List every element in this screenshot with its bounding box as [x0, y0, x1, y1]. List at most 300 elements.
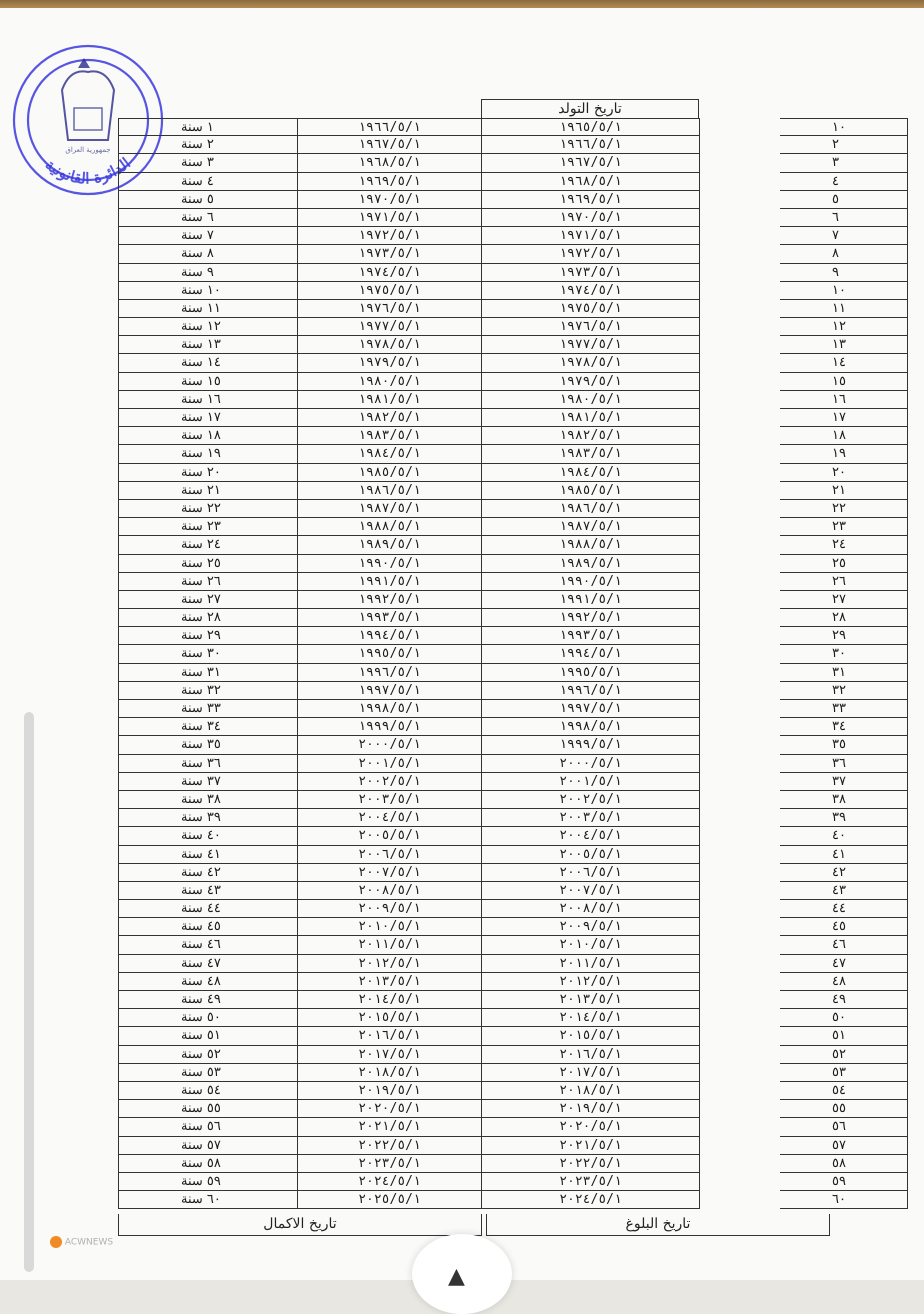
birth-date-cell: ٢٠٠٩/٥/١: [482, 918, 700, 936]
completion-date-cell: ٢٠١٥/٥/١: [298, 1009, 482, 1027]
age-cell: ٣٧ سنة: [118, 773, 298, 791]
birth-date-cell: ٢٠١٦/٥/١: [482, 1046, 700, 1064]
puberty-gap-cell: [700, 354, 780, 372]
row-number-cell: ٤٢: [780, 864, 908, 882]
age-cell: ١٨ سنة: [118, 427, 298, 445]
row-number-cell: ٤٠: [780, 827, 908, 845]
age-cell: ٢٩ سنة: [118, 627, 298, 645]
completion-date-cell: ٢٠٠٩/٥/١: [298, 900, 482, 918]
age-cell: ٥١ سنة: [118, 1027, 298, 1045]
birth-date-cell: ١٩٦٧/٥/١: [482, 154, 700, 172]
table-row: [118, 609, 908, 627]
birth-date-cell: ٢٠٢٠/٥/١: [482, 1118, 700, 1136]
completion-date-cell: ١٩٧٢/٥/١: [298, 227, 482, 245]
birth-date-cell: ١٩٨٧/٥/١: [482, 518, 700, 536]
row-number-cell: ٤: [780, 173, 908, 191]
row-number-cell: ١٥: [780, 373, 908, 391]
completion-date-cell: ٢٠١٩/٥/١: [298, 1082, 482, 1100]
completion-date-cell: ١٩٨٩/٥/١: [298, 536, 482, 554]
age-cell: ٥٢ سنة: [118, 1046, 298, 1064]
completion-date-cell: ٢٠٠٧/٥/١: [298, 864, 482, 882]
age-cell: ٥٦ سنة: [118, 1118, 298, 1136]
puberty-gap-cell: [700, 500, 780, 518]
puberty-gap-cell: [700, 936, 780, 954]
row-number-cell: ٢٥: [780, 555, 908, 573]
birth-date-cell: ١٩٧٩/٥/١: [482, 373, 700, 391]
table-row: [118, 154, 908, 172]
puberty-gap-cell: [700, 227, 780, 245]
row-number-cell: ١١: [780, 300, 908, 318]
puberty-gap-cell: [700, 864, 780, 882]
table-row: [118, 500, 908, 518]
age-cell: ٢١ سنة: [118, 482, 298, 500]
row-number-cell: ٢: [780, 136, 908, 154]
completion-date-cell: ١٩٨٧/٥/١: [298, 500, 482, 518]
row-number-cell: ٣٠: [780, 645, 908, 663]
puberty-gap-cell: [700, 464, 780, 482]
puberty-gap-cell: [700, 1155, 780, 1173]
puberty-gap-cell: [700, 773, 780, 791]
table-row: [118, 864, 908, 882]
table-row: [118, 1082, 908, 1100]
row-number-cell: ٤٤: [780, 900, 908, 918]
puberty-gap-cell: [700, 154, 780, 172]
completion-date-cell: ٢٠٢١/٥/١: [298, 1118, 482, 1136]
completion-date-cell: ١٩٨٢/٥/١: [298, 409, 482, 427]
table-row: [118, 918, 908, 936]
puberty-gap-cell: [700, 1118, 780, 1136]
table-row: [118, 1064, 908, 1082]
age-cell: ٢٨ سنة: [118, 609, 298, 627]
table-footer: [118, 1214, 830, 1236]
birth-date-cell: ٢٠١٣/٥/١: [482, 991, 700, 1009]
puberty-gap-cell: [700, 918, 780, 936]
completion-date-cell: ٢٠١٨/٥/١: [298, 1064, 482, 1082]
age-cell: ٣٦ سنة: [118, 755, 298, 773]
completion-date-cell: ١٩٧٤/٥/١: [298, 264, 482, 282]
completion-date-cell: ٢٠٠٠/٥/١: [298, 736, 482, 754]
row-number-cell: ١٠: [780, 118, 908, 136]
age-cell: ١ سنة: [118, 118, 298, 136]
completion-date-cell: ٢٠٠٣/٥/١: [298, 791, 482, 809]
row-number-cell: ٢٨: [780, 609, 908, 627]
completion-date-cell: ١٩٩١/٥/١: [298, 573, 482, 591]
row-number-cell: ٢٢: [780, 500, 908, 518]
birth-date-cell: ٢٠٢٢/٥/١: [482, 1155, 700, 1173]
birth-date-cell: ١٩٨٦/٥/١: [482, 500, 700, 518]
birth-date-cell: ١٩٨٢/٥/١: [482, 427, 700, 445]
table-row: [118, 791, 908, 809]
completion-date-cell: ٢٠٠٥/٥/١: [298, 827, 482, 845]
table-row: [118, 391, 908, 409]
birth-date-cell: ١٩٩٣/٥/١: [482, 627, 700, 645]
age-cell: ١١ سنة: [118, 300, 298, 318]
age-cell: ٢٥ سنة: [118, 555, 298, 573]
puberty-gap-cell: [700, 173, 780, 191]
table-row: [118, 300, 908, 318]
puberty-gap-cell: [700, 573, 780, 591]
row-number-cell: ١٠: [780, 282, 908, 300]
table-row: [118, 955, 908, 973]
row-number-cell: ٤٧: [780, 955, 908, 973]
age-cell: ٣٤ سنة: [118, 718, 298, 736]
table-row: [118, 354, 908, 372]
birth-date-cell: ٢٠١١/٥/١: [482, 955, 700, 973]
age-cell: ٤٩ سنة: [118, 991, 298, 1009]
age-cell: ١٦ سنة: [118, 391, 298, 409]
completion-date-cell: ١٩٩٧/٥/١: [298, 682, 482, 700]
puberty-gap-cell: [700, 482, 780, 500]
birth-date-cell: ١٩٨٩/٥/١: [482, 555, 700, 573]
completion-date-cell: ١٩٨١/٥/١: [298, 391, 482, 409]
scroll-up-button[interactable]: [412, 1234, 512, 1314]
puberty-gap-cell: [700, 991, 780, 1009]
completion-date-cell: ٢٠١١/٥/١: [298, 936, 482, 954]
completion-date-cell: ١٩٨٣/٥/١: [298, 427, 482, 445]
birth-date-cell: ٢٠٠٣/٥/١: [482, 809, 700, 827]
completion-date-cell: ٢٠٢٢/٥/١: [298, 1137, 482, 1155]
puberty-gap-cell: [700, 1046, 780, 1064]
row-number-cell: ٢٠: [780, 464, 908, 482]
completion-date-cell: ١٩٦٨/٥/١: [298, 154, 482, 172]
completion-date-cell: ١٩٩٤/٥/١: [298, 627, 482, 645]
table-row: [118, 245, 908, 263]
completion-date-cell: ١٩٨٨/٥/١: [298, 518, 482, 536]
table-row: [118, 1009, 908, 1027]
puberty-gap-cell: [700, 591, 780, 609]
age-cell: ٢٧ سنة: [118, 591, 298, 609]
age-cell: ٢٢ سنة: [118, 500, 298, 518]
birth-date-cell: ١٩٦٥/٥/١: [482, 118, 700, 136]
birth-date-cell: ١٩٧٦/٥/١: [482, 318, 700, 336]
completion-date-cell: ٢٠٠٨/٥/١: [298, 882, 482, 900]
table-row: [118, 882, 908, 900]
row-number-cell: ٣٥: [780, 736, 908, 754]
table-row: [118, 536, 908, 554]
age-cell: ٣٣ سنة: [118, 700, 298, 718]
age-cell: ٣٨ سنة: [118, 791, 298, 809]
table-row: [118, 645, 908, 663]
age-table: [118, 118, 908, 1209]
completion-date-cell: ٢٠١٤/٥/١: [298, 991, 482, 1009]
birth-date-cell: ٢٠١٥/٥/١: [482, 1027, 700, 1045]
birth-date-cell: ٢٠١٢/٥/١: [482, 973, 700, 991]
age-cell: ٧ سنة: [118, 227, 298, 245]
birth-date-cell: ١٩٧٥/٥/١: [482, 300, 700, 318]
row-number-cell: ٣٧: [780, 773, 908, 791]
age-cell: ٣٢ سنة: [118, 682, 298, 700]
birth-date-cell: ٢٠٠٦/٥/١: [482, 864, 700, 882]
completion-date-cell: ١٩٩٩/٥/١: [298, 718, 482, 736]
table-row: [118, 1046, 908, 1064]
age-cell: ٣ سنة: [118, 154, 298, 172]
window-top-edge: [0, 0, 924, 8]
puberty-gap-cell: [700, 973, 780, 991]
birth-date-cell: ٢٠٠٥/٥/١: [482, 846, 700, 864]
row-number-cell: ٧: [780, 227, 908, 245]
age-cell: ٢ سنة: [118, 136, 298, 154]
puberty-gap-cell: [700, 409, 780, 427]
age-cell: ٦٠ سنة: [118, 1191, 298, 1209]
row-number-cell: ٥٨: [780, 1155, 908, 1173]
completion-date-cell: ١٩٧٩/٥/١: [298, 354, 482, 372]
age-cell: ١٤ سنة: [118, 354, 298, 372]
table-row: [118, 118, 908, 136]
table-row: [118, 1118, 908, 1136]
completion-date-cell: ٢٠١٢/٥/١: [298, 955, 482, 973]
row-number-cell: ١٧: [780, 409, 908, 427]
row-number-cell: ٣٩: [780, 809, 908, 827]
birth-date-cell: ٢٠٠٨/٥/١: [482, 900, 700, 918]
birth-date-cell: ١٩٩٢/٥/١: [482, 609, 700, 627]
completion-date-cell: ١٩٩٢/٥/١: [298, 591, 482, 609]
row-number-cell: ٥١: [780, 1027, 908, 1045]
table-row: [118, 773, 908, 791]
puberty-gap-cell: [700, 718, 780, 736]
completion-date-cell: ١٩٨٦/٥/١: [298, 482, 482, 500]
age-cell: ٤٠ سنة: [118, 827, 298, 845]
table-row: [118, 573, 908, 591]
age-cell: ٢٤ سنة: [118, 536, 298, 554]
table-row: [118, 373, 908, 391]
row-number-cell: ٤٦: [780, 936, 908, 954]
table-row: [118, 736, 908, 754]
table-row: [118, 555, 908, 573]
completion-date-cell: ٢٠١٣/٥/١: [298, 973, 482, 991]
table-row: [118, 336, 908, 354]
birth-date-cell: ١٩٨٣/٥/١: [482, 445, 700, 463]
row-number-cell: ٥٢: [780, 1046, 908, 1064]
row-number-cell: ٦: [780, 209, 908, 227]
table-row: [118, 827, 908, 845]
completion-date-cell: ١٩٦٦/٥/١: [298, 118, 482, 136]
birth-date-cell: ٢٠١٩/٥/١: [482, 1100, 700, 1118]
row-number-cell: ٩: [780, 264, 908, 282]
puberty-gap-cell: [700, 1137, 780, 1155]
row-number-cell: ٤٣: [780, 882, 908, 900]
birth-date-cell: ١٩٩١/٥/١: [482, 591, 700, 609]
birth-date-cell: ٢٠٠٠/٥/١: [482, 755, 700, 773]
table-row: [118, 846, 908, 864]
completion-date-cell: ٢٠٢٥/٥/١: [298, 1191, 482, 1209]
birth-date-cell: ٢٠١٨/٥/١: [482, 1082, 700, 1100]
completion-date-cell: ١٩٦٧/٥/١: [298, 136, 482, 154]
table-row: [118, 445, 908, 463]
birth-date-cell: ١٩٨٨/٥/١: [482, 536, 700, 554]
birth-date-cell: ١٩٩٤/٥/١: [482, 645, 700, 663]
row-number-cell: ٥٠: [780, 1009, 908, 1027]
completion-date-cell: ١٩٧٣/٥/١: [298, 245, 482, 263]
age-cell: ٥٥ سنة: [118, 1100, 298, 1118]
age-cell: ١٠ سنة: [118, 282, 298, 300]
birth-date-cell: ٢٠١٧/٥/١: [482, 1064, 700, 1082]
row-number-cell: ١٨: [780, 427, 908, 445]
table-row: [118, 1191, 908, 1209]
birth-date-cell: ٢٠٢١/٥/١: [482, 1137, 700, 1155]
row-number-cell: ١٣: [780, 336, 908, 354]
age-cell: ٣٠ سنة: [118, 645, 298, 663]
completion-date-cell: ١٩٨٠/٥/١: [298, 373, 482, 391]
row-number-cell: ٤٥: [780, 918, 908, 936]
row-number-cell: ٥٥: [780, 1100, 908, 1118]
age-cell: ٦ سنة: [118, 209, 298, 227]
puberty-gap-cell: [700, 318, 780, 336]
birth-date-cell: ٢٠٢٤/٥/١: [482, 1191, 700, 1209]
age-cell: ٥٤ سنة: [118, 1082, 298, 1100]
puberty-gap-cell: [700, 955, 780, 973]
age-cell: ٥٧ سنة: [118, 1137, 298, 1155]
puberty-gap-cell: [700, 791, 780, 809]
row-number-cell: ٣٢: [780, 682, 908, 700]
puberty-gap-cell: [700, 827, 780, 845]
table-row: [118, 991, 908, 1009]
age-cell: ٢٠ سنة: [118, 464, 298, 482]
age-cell: ١٥ سنة: [118, 373, 298, 391]
age-cell: ٢٦ سنة: [118, 573, 298, 591]
age-cell: ١٩ سنة: [118, 445, 298, 463]
age-cell: ٥٣ سنة: [118, 1064, 298, 1082]
birth-date-cell: ١٩٨٠/٥/١: [482, 391, 700, 409]
birth-date-cell: ١٩٧٨/٥/١: [482, 354, 700, 372]
table-row: [118, 591, 908, 609]
birth-date-cell: ٢٠١٤/٥/١: [482, 1009, 700, 1027]
completion-date-cell: ١٩٩٠/٥/١: [298, 555, 482, 573]
completion-date-cell: ١٩٩٥/٥/١: [298, 645, 482, 663]
puberty-gap-cell: [700, 882, 780, 900]
table-row: [118, 1173, 908, 1191]
table-row: [118, 755, 908, 773]
age-cell: ٥٠ سنة: [118, 1009, 298, 1027]
completion-date-cell: ٢٠٠١/٥/١: [298, 755, 482, 773]
puberty-gap-cell: [700, 809, 780, 827]
row-number-cell: ٢٤: [780, 536, 908, 554]
completion-date-cell: ١٩٦٩/٥/١: [298, 173, 482, 191]
completion-date-cell: ٢٠١٦/٥/١: [298, 1027, 482, 1045]
puberty-gap-cell: [700, 373, 780, 391]
row-number-cell: ٦٠: [780, 1191, 908, 1209]
puberty-gap-cell: [700, 136, 780, 154]
puberty-gap-cell: [700, 627, 780, 645]
arrow-up-icon: ▲: [448, 1264, 465, 1289]
table-row: [118, 718, 908, 736]
birth-date-cell: ٢٠٠٢/٥/١: [482, 791, 700, 809]
table-row: [118, 1155, 908, 1173]
puberty-gap-cell: [700, 118, 780, 136]
birth-date-cell: ١٩٦٩/٥/١: [482, 191, 700, 209]
puberty-gap-cell: [700, 1027, 780, 1045]
row-number-cell: ٣٤: [780, 718, 908, 736]
birth-date-cell: ٢٠١٠/٥/١: [482, 936, 700, 954]
age-cell: ١٣ سنة: [118, 336, 298, 354]
puberty-gap-cell: [700, 1064, 780, 1082]
age-cell: ١٧ سنة: [118, 409, 298, 427]
table-row: [118, 209, 908, 227]
birth-date-cell: ١٩٧٣/٥/١: [482, 264, 700, 282]
birth-date-header: تاريخ التولد: [481, 99, 699, 119]
completion-date-cell: ١٩٩٣/٥/١: [298, 609, 482, 627]
table-row: [118, 409, 908, 427]
table-row: [118, 664, 908, 682]
age-cell: ٤٥ سنة: [118, 918, 298, 936]
table-row: [118, 282, 908, 300]
puberty-gap-cell: [700, 555, 780, 573]
table-row: [118, 700, 908, 718]
row-number-cell: ٢٩: [780, 627, 908, 645]
completion-date-cell: ١٩٨٥/٥/١: [298, 464, 482, 482]
completion-date-cell: ١٩٧٦/٥/١: [298, 300, 482, 318]
age-cell: ٥٨ سنة: [118, 1155, 298, 1173]
puberty-gap-cell: [700, 245, 780, 263]
birth-date-cell: ٢٠٠٧/٥/١: [482, 882, 700, 900]
birth-date-cell: ١٩٧٧/٥/١: [482, 336, 700, 354]
puberty-gap-cell: [700, 1191, 780, 1209]
age-cell: ٣٩ سنة: [118, 809, 298, 827]
row-number-cell: ٢٦: [780, 573, 908, 591]
birth-date-cell: ١٩٧٢/٥/١: [482, 245, 700, 263]
puberty-gap-cell: [700, 209, 780, 227]
puberty-gap-cell: [700, 846, 780, 864]
table-row: [118, 427, 908, 445]
completion-date-cell: ٢٠٢٣/٥/١: [298, 1155, 482, 1173]
age-cell: ٤٧ سنة: [118, 955, 298, 973]
completion-date-cell: ٢٠٢٠/٥/١: [298, 1100, 482, 1118]
age-cell: ١٢ سنة: [118, 318, 298, 336]
birth-date-cell: ١٩٩٥/٥/١: [482, 664, 700, 682]
row-number-cell: ١٤: [780, 354, 908, 372]
age-cell: ٢٣ سنة: [118, 518, 298, 536]
birth-date-cell: ١٩٩٨/٥/١: [482, 718, 700, 736]
table-row: [118, 173, 908, 191]
age-cell: ٤٦ سنة: [118, 936, 298, 954]
watermark: [50, 1236, 113, 1248]
table-row: [118, 1100, 908, 1118]
completion-date-cell: ٢٠١٠/٥/١: [298, 918, 482, 936]
age-cell: ٤١ سنة: [118, 846, 298, 864]
row-number-cell: ٢٣: [780, 518, 908, 536]
age-cell: ٨ سنة: [118, 245, 298, 263]
puberty-gap-cell: [700, 736, 780, 754]
age-cell: ٩ سنة: [118, 264, 298, 282]
table-row: [118, 1027, 908, 1045]
row-number-cell: ١٦: [780, 391, 908, 409]
table-row: [118, 136, 908, 154]
seal-inner-text: جمهورية العراق: [65, 146, 111, 154]
puberty-gap-cell: [700, 300, 780, 318]
row-number-cell: ١٢: [780, 318, 908, 336]
puberty-gap-cell: [700, 264, 780, 282]
completion-date-cell: ١٩٩٦/٥/١: [298, 664, 482, 682]
puberty-gap-cell: [700, 1100, 780, 1118]
table-row: [118, 264, 908, 282]
table-row: [118, 464, 908, 482]
birth-date-cell: ١٩٧٠/٥/١: [482, 209, 700, 227]
table-row: [118, 482, 908, 500]
puberty-gap-cell: [700, 536, 780, 554]
row-number-cell: ٤١: [780, 846, 908, 864]
age-cell: ٤ سنة: [118, 173, 298, 191]
completion-date-cell: ٢٠٠٤/٥/١: [298, 809, 482, 827]
scrollbar[interactable]: [24, 712, 34, 1272]
birth-date-cell: ٢٠٠١/٥/١: [482, 773, 700, 791]
table-row: [118, 191, 908, 209]
birth-date-cell: ١٩٩٠/٥/١: [482, 573, 700, 591]
watermark-logo-icon: [50, 1236, 62, 1248]
completion-date-cell: ١٩٧٨/٥/١: [298, 336, 482, 354]
puberty-gap-cell: [700, 645, 780, 663]
birth-date-cell: ١٩٨٤/٥/١: [482, 464, 700, 482]
row-number-cell: ٢٧: [780, 591, 908, 609]
age-cell: ٥ سنة: [118, 191, 298, 209]
